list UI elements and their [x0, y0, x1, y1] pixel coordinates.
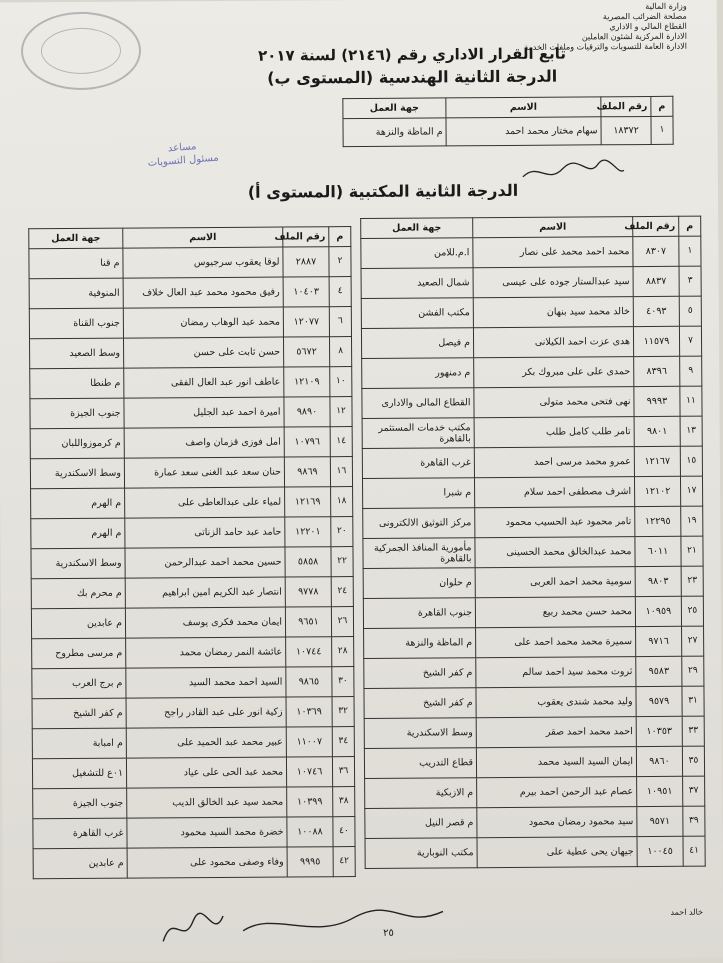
- row-name: محمد عبد الحى على عياد: [126, 757, 286, 788]
- row-file: ٥٨٥٨: [285, 547, 331, 577]
- row-name: سميرة محمد محمد احمد على: [476, 627, 636, 658]
- row-name: احمد محمد احمد صقر: [476, 717, 636, 748]
- row-work: م امبابة: [32, 728, 126, 759]
- row-file: ٦٠١١: [635, 536, 681, 566]
- row-work: م طنطا: [30, 368, 124, 399]
- row-work: جنوب القاهرة: [363, 598, 475, 629]
- ministry-line: مصلحة الضرائب المصرية: [602, 11, 687, 22]
- table-row: [30, 337, 352, 369]
- row-num: ٣٦: [332, 757, 354, 787]
- table-row: [362, 416, 702, 448]
- row-work: م كفر الشيخ: [364, 688, 476, 719]
- row-name: وفاء وصفى محمود على: [127, 847, 287, 878]
- row-name: تامر طلب كامل طلب: [474, 417, 634, 448]
- table-row: [32, 697, 354, 729]
- row-name: ايمان محمد فكرى يوسف: [125, 607, 285, 638]
- table-row: [365, 776, 705, 808]
- table-row: [364, 686, 704, 718]
- row-file: ١٢١٠٢: [634, 476, 680, 506]
- row-work: القطاع المالى والادارى: [362, 388, 474, 419]
- row-name: سومية محمد احمد العربى: [475, 567, 635, 598]
- row-num: ١٠: [330, 367, 352, 397]
- row-file: ٩٥٧١: [637, 806, 683, 836]
- row-num: ١١: [680, 386, 702, 416]
- table-row: [365, 806, 705, 838]
- row-file: ٤٠٩٣: [633, 296, 679, 326]
- col-header-num: م: [651, 96, 673, 116]
- row-file: ١٢١٦٩: [285, 487, 331, 517]
- table-row: [364, 746, 704, 778]
- table-row: [361, 296, 701, 328]
- table-row: [363, 536, 703, 568]
- row-num: ٤: [329, 277, 351, 307]
- row-num: ٢١: [681, 536, 703, 566]
- row-work: ا.م.للامن: [361, 238, 473, 269]
- row-file: ١١٥٧٩: [633, 326, 679, 356]
- table-row: [362, 386, 702, 418]
- ministry-line: الادارة العامة للتسويات والترقيات وملفات الخدمة: [524, 41, 688, 52]
- table-row: [31, 577, 353, 609]
- row-work: المنوفية: [29, 278, 123, 309]
- row-file: ١٢٢٠١: [285, 517, 331, 547]
- row-num: ٣: [679, 266, 701, 296]
- table-row: [30, 457, 352, 489]
- row-file: ٩٧١٦: [636, 626, 682, 656]
- table-row: [363, 596, 703, 628]
- row-num: ١٩: [681, 506, 703, 536]
- row-work: م الهرم: [31, 518, 125, 549]
- table-row: [361, 326, 701, 358]
- row-name: حسن ثابت على حسن: [124, 337, 284, 368]
- row-num: ٥: [679, 296, 701, 326]
- col-header-work: جهة العمل: [343, 98, 446, 119]
- table-row: [30, 427, 352, 459]
- row-num: ٣٣: [682, 716, 704, 746]
- row-num: ٤٢: [333, 847, 355, 877]
- row-name: سيد محمود رمضان محمود: [477, 807, 637, 838]
- row-work: وسط الاسكندرية: [364, 718, 476, 749]
- row-work: م حلوان: [363, 568, 475, 599]
- row-num: ٤١: [683, 836, 705, 866]
- row-file: ١٠٤٠٣: [283, 277, 329, 307]
- row-work: م كرموزواللبان: [30, 428, 124, 459]
- row-num: ٢٣: [681, 566, 703, 596]
- row-num: ٣٩: [683, 806, 705, 836]
- row-file: ٨٣٩٦: [634, 356, 680, 386]
- row-num: ٣٧: [683, 776, 705, 806]
- table-row: [31, 547, 353, 579]
- table-row: [363, 506, 703, 538]
- row-work: م الماظة والنزهة: [364, 628, 476, 659]
- row-num: ١٢: [330, 397, 352, 427]
- ministry-line: القطاع المالي و الاداري: [609, 21, 687, 32]
- row-work: م دمنهور: [362, 358, 474, 389]
- row-num: ٢٦: [331, 607, 353, 637]
- row-num: ٣٠: [332, 667, 354, 697]
- table-row: [29, 307, 351, 339]
- row-work: شمال الصعيد: [361, 268, 473, 299]
- decision-title: تابع القرار الاداري رقم (٢١٤٦) لسنة ٢٠١٧: [257, 44, 567, 65]
- row-file: ١٢٠٧٧: [283, 307, 329, 337]
- row-work: وسط الاسكندرية: [31, 548, 125, 579]
- row-work: م شبرا: [362, 478, 474, 509]
- clerical-grade-title: الدرجة الثانية المكتبية (المستوى أ): [247, 180, 519, 202]
- row-file: ٩٨٦٥: [286, 667, 332, 697]
- row-name: ثروت محمد سيد احمد سالم: [476, 657, 636, 688]
- row-name: محمد عبدالخالق محمد الحسينى: [475, 537, 635, 568]
- table-row: [31, 607, 353, 639]
- row-name: ايمان السيد السيد محمد: [476, 747, 636, 778]
- row-name: سيد عبدالستار جوده على عيسى: [473, 267, 633, 298]
- row-file: ٨٨٣٧: [633, 266, 679, 296]
- row-num: ١٣: [680, 416, 702, 446]
- row-work: م عابدين: [31, 608, 125, 639]
- col-header-num: م: [329, 227, 351, 247]
- row-work: ٠١ع للتشغيل: [32, 758, 126, 789]
- row-work: م برج العرب: [32, 668, 126, 699]
- table-row: [362, 476, 702, 508]
- signer-name: خالد احمد: [670, 907, 704, 917]
- row-work: م عابدين: [33, 848, 127, 879]
- row-work: مكتب خدمات المستثمر بالقاهرة: [362, 418, 474, 449]
- stamp-line: مساعد: [167, 141, 197, 155]
- table-row: [31, 517, 353, 549]
- row-file: ١٠٩٥٩: [635, 596, 681, 626]
- row-work: مكتب الفشن: [361, 298, 473, 329]
- row-work: م الهرم: [31, 488, 125, 519]
- row-file: ١١٠٠٧: [286, 727, 332, 757]
- table-row: [364, 626, 704, 658]
- row-num: ١٦: [330, 457, 352, 487]
- table-row: [31, 487, 353, 519]
- row-file: ١٢١٠٩: [284, 367, 330, 397]
- row-file: ٩٩٩٣: [634, 386, 680, 416]
- row-file: ٩٥٧٩: [636, 686, 682, 716]
- row-name: انتصار عبد الكريم امين ابراهيم: [125, 577, 285, 608]
- row-name: السيد احمد محمد السيد: [126, 667, 286, 698]
- clerical-table-right: [360, 216, 706, 869]
- row-name: رفيق محمود محمد عبد العال خلاف: [123, 277, 283, 308]
- row-file: ١٢١٦٧: [634, 446, 680, 476]
- row-file: ٩٨٦٩: [284, 457, 330, 487]
- row-num: ٢٧: [682, 626, 704, 656]
- row-work: م كفر الشيخ: [32, 698, 126, 729]
- row-work: غرب القاهرة: [33, 818, 127, 849]
- table-row: [365, 836, 705, 868]
- row-name: نهى فتحى محمد متولى: [474, 387, 634, 418]
- row-num: ٨: [329, 337, 351, 367]
- row-num: ٣٨: [333, 787, 355, 817]
- row-work: م محرم بك: [31, 578, 125, 609]
- row-num: ١: [679, 236, 701, 266]
- row-num: ٣١: [682, 686, 704, 716]
- row-file: ٩٨٠١: [634, 416, 680, 446]
- row-file: ١٠٣٩٩: [287, 787, 333, 817]
- row-name: هدى عزت احمد الكيلانى: [473, 327, 633, 358]
- row-file: ١٠٧٩٦: [284, 427, 330, 457]
- engineering-grade-title: الدرجة الثانية الهندسية (المستوى ب): [267, 66, 558, 88]
- col-header-file: رقم الملف: [601, 96, 651, 116]
- row-file: ٩٨٦٠: [636, 746, 682, 776]
- row-work: وسط الصعيد: [30, 338, 124, 369]
- table-row: [32, 637, 354, 669]
- row-num: ٧: [679, 326, 701, 356]
- row-file: ١٢٢٩٥: [635, 506, 681, 536]
- row-file: ١٠٠٨٨: [287, 817, 333, 847]
- row-num: ٢٤: [331, 577, 353, 607]
- col-header-file: رقم الملف: [633, 216, 679, 236]
- row-work: جنوب القناة: [29, 308, 123, 339]
- row-file: ٩٩٩٥: [287, 847, 333, 877]
- table-row: [343, 116, 673, 146]
- row-name: محمد حسن محمد ربيع: [475, 597, 635, 628]
- row-name: عائشة النمر رمضان محمد: [126, 637, 286, 668]
- row-name: اميرة احمد عبد الجليل: [124, 397, 284, 428]
- row-name: حامد عبد حامد الزناتى: [125, 517, 285, 548]
- table-row: [361, 236, 701, 268]
- row-file: ١٠٠٤٥: [637, 836, 683, 866]
- approval-stamp: [97, 135, 268, 174]
- table-row: [32, 667, 354, 699]
- row-name: امل فوزى قزمان واصف: [124, 427, 284, 458]
- row-num: ٩: [680, 356, 702, 386]
- table-row: [33, 847, 355, 879]
- engineering-table: [342, 96, 673, 147]
- row-work: غرب القاهرة: [362, 448, 474, 479]
- official-seal: [21, 12, 142, 91]
- row-file: ١٠٧٤٤: [286, 637, 332, 667]
- row-num: ١٤: [330, 427, 352, 457]
- table-row: [364, 656, 704, 688]
- row-name: جيهان يحى عطية على: [477, 837, 637, 868]
- row-num: ٢٩: [682, 656, 704, 686]
- row-num: ١: [651, 116, 673, 144]
- row-work: قطاع التدريب: [364, 748, 476, 779]
- row-file: ١٠٧٤٦: [286, 757, 332, 787]
- col-header-file: رقم الملف: [283, 227, 329, 247]
- row-file: ١٠٣٥٣: [636, 716, 682, 746]
- row-name: وليد محمد شندى يعقوب: [476, 687, 636, 718]
- row-num: ٢٥: [681, 596, 703, 626]
- row-work: م الازبكية: [365, 778, 477, 809]
- row-work: م الماظة والنزهة: [343, 118, 446, 147]
- row-name: حمدى على على مبروك بكر: [474, 357, 634, 388]
- row-name: لمياء على عبدالعاطى على: [125, 487, 285, 518]
- row-file: ٥٦٧٢: [284, 337, 330, 367]
- row-num: ٢٨: [332, 637, 354, 667]
- col-header-work: جهة العمل: [29, 228, 123, 249]
- table-row: [363, 566, 703, 598]
- row-name: خالد محمد سيد بنهان: [473, 297, 633, 328]
- row-file: ٨٣٠٧: [633, 236, 679, 266]
- row-name: محمد سيد عبد الخالق الديب: [127, 787, 287, 818]
- row-name: عمرو محمد مرسى احمد: [474, 447, 634, 478]
- row-num: ١٧: [680, 476, 702, 506]
- table-row: [33, 787, 355, 819]
- row-name: خضرة محمد السيد محمود: [127, 817, 287, 848]
- row-name: سهام مختار محمد احمد: [446, 117, 601, 146]
- row-file: ١٨٣٧٢: [601, 116, 651, 144]
- row-num: ٣٢: [332, 697, 354, 727]
- row-num: ٦: [329, 307, 351, 337]
- table-row: [362, 356, 702, 388]
- row-work: م فيصل: [361, 328, 473, 359]
- row-file: ٩٥٨٣: [636, 656, 682, 686]
- ministry-line: وزارة المالية: [645, 1, 687, 11]
- row-work: جنوب الجيزة: [33, 788, 127, 819]
- row-num: ١٥: [680, 446, 702, 476]
- table-row: [30, 397, 352, 429]
- stamp-line: مسئول التسويات: [147, 152, 220, 169]
- table-row: [29, 277, 351, 309]
- row-num: ٢٢: [331, 547, 353, 577]
- row-num: ٣٤: [332, 727, 354, 757]
- row-work: وسط الاسكندرية: [30, 458, 124, 489]
- row-work: م قنا: [29, 248, 123, 279]
- row-work: م مرسى مطروح: [32, 638, 126, 669]
- row-work: م قصر النيل: [365, 808, 477, 839]
- row-file: ٩٦٥١: [285, 607, 331, 637]
- row-work: م كفر الشيخ: [364, 658, 476, 689]
- table-row: [33, 817, 355, 849]
- col-header-name: الاسم: [473, 217, 633, 238]
- row-name: حسين محمد احمد عبدالرحمن: [125, 547, 285, 578]
- row-name: حنان سعد عبد الغنى سعد عمارة: [124, 457, 284, 488]
- row-file: ١٠٩٥١: [637, 776, 683, 806]
- table-row: [364, 716, 704, 748]
- col-header-name: الاسم: [123, 227, 283, 248]
- row-file: ٩٨٩٠: [284, 397, 330, 427]
- row-num: ٢٠: [331, 517, 353, 547]
- row-name: محمد عبد الوهاب رمضان: [123, 307, 283, 338]
- table-row: [32, 727, 354, 759]
- table-row: [29, 247, 351, 279]
- col-header-num: م: [679, 216, 701, 236]
- row-name: اشرف مصطفى احمد سلام: [474, 477, 634, 508]
- row-work: مركز التوثيق الالكترونى: [363, 508, 475, 539]
- clerical-table-left: [28, 226, 356, 879]
- col-header-name: الاسم: [446, 97, 601, 118]
- row-name: محمد احمد محمد على نصار: [473, 237, 633, 268]
- table-row: [362, 446, 702, 478]
- row-file: ٢٨٨٧: [283, 247, 329, 277]
- row-work: مكتب النوبارية: [365, 838, 477, 869]
- row-name: تامر محمود عبد الحسيب محمود: [475, 507, 635, 538]
- row-name: زكية انور على عبد القادر راجح: [126, 697, 286, 728]
- table-row: [32, 757, 354, 789]
- row-num: ١٨: [331, 487, 353, 517]
- row-file: ٩٨٠٣: [635, 566, 681, 596]
- row-num: ٣٥: [682, 746, 704, 776]
- row-name: عصام عبد الرحمن احمد بيرم: [477, 777, 637, 808]
- row-name: لوقا يعقوب سرجيوس: [123, 247, 283, 278]
- row-work: مأمورية المنافذ الجمركية بالقاهرة: [363, 538, 475, 569]
- row-num: ٢: [329, 247, 351, 277]
- row-file: ١٠٣٦٩: [286, 697, 332, 727]
- page-number: ٢٥: [383, 927, 394, 939]
- row-name: عاطف انور عبد العال الفقى: [124, 367, 284, 398]
- row-file: ٩٧٧٨: [285, 577, 331, 607]
- row-work: جنوب الجيزة: [30, 398, 124, 429]
- row-num: ٤٠: [333, 817, 355, 847]
- handwritten-signature: [153, 899, 453, 951]
- table-row: [30, 367, 352, 399]
- ministry-line: الادارة المركزية لشئون العاملين: [581, 31, 687, 42]
- table-row: [361, 266, 701, 298]
- row-name: عبير محمد عبد الحميد على: [126, 727, 286, 758]
- col-header-work: جهة العمل: [361, 218, 473, 239]
